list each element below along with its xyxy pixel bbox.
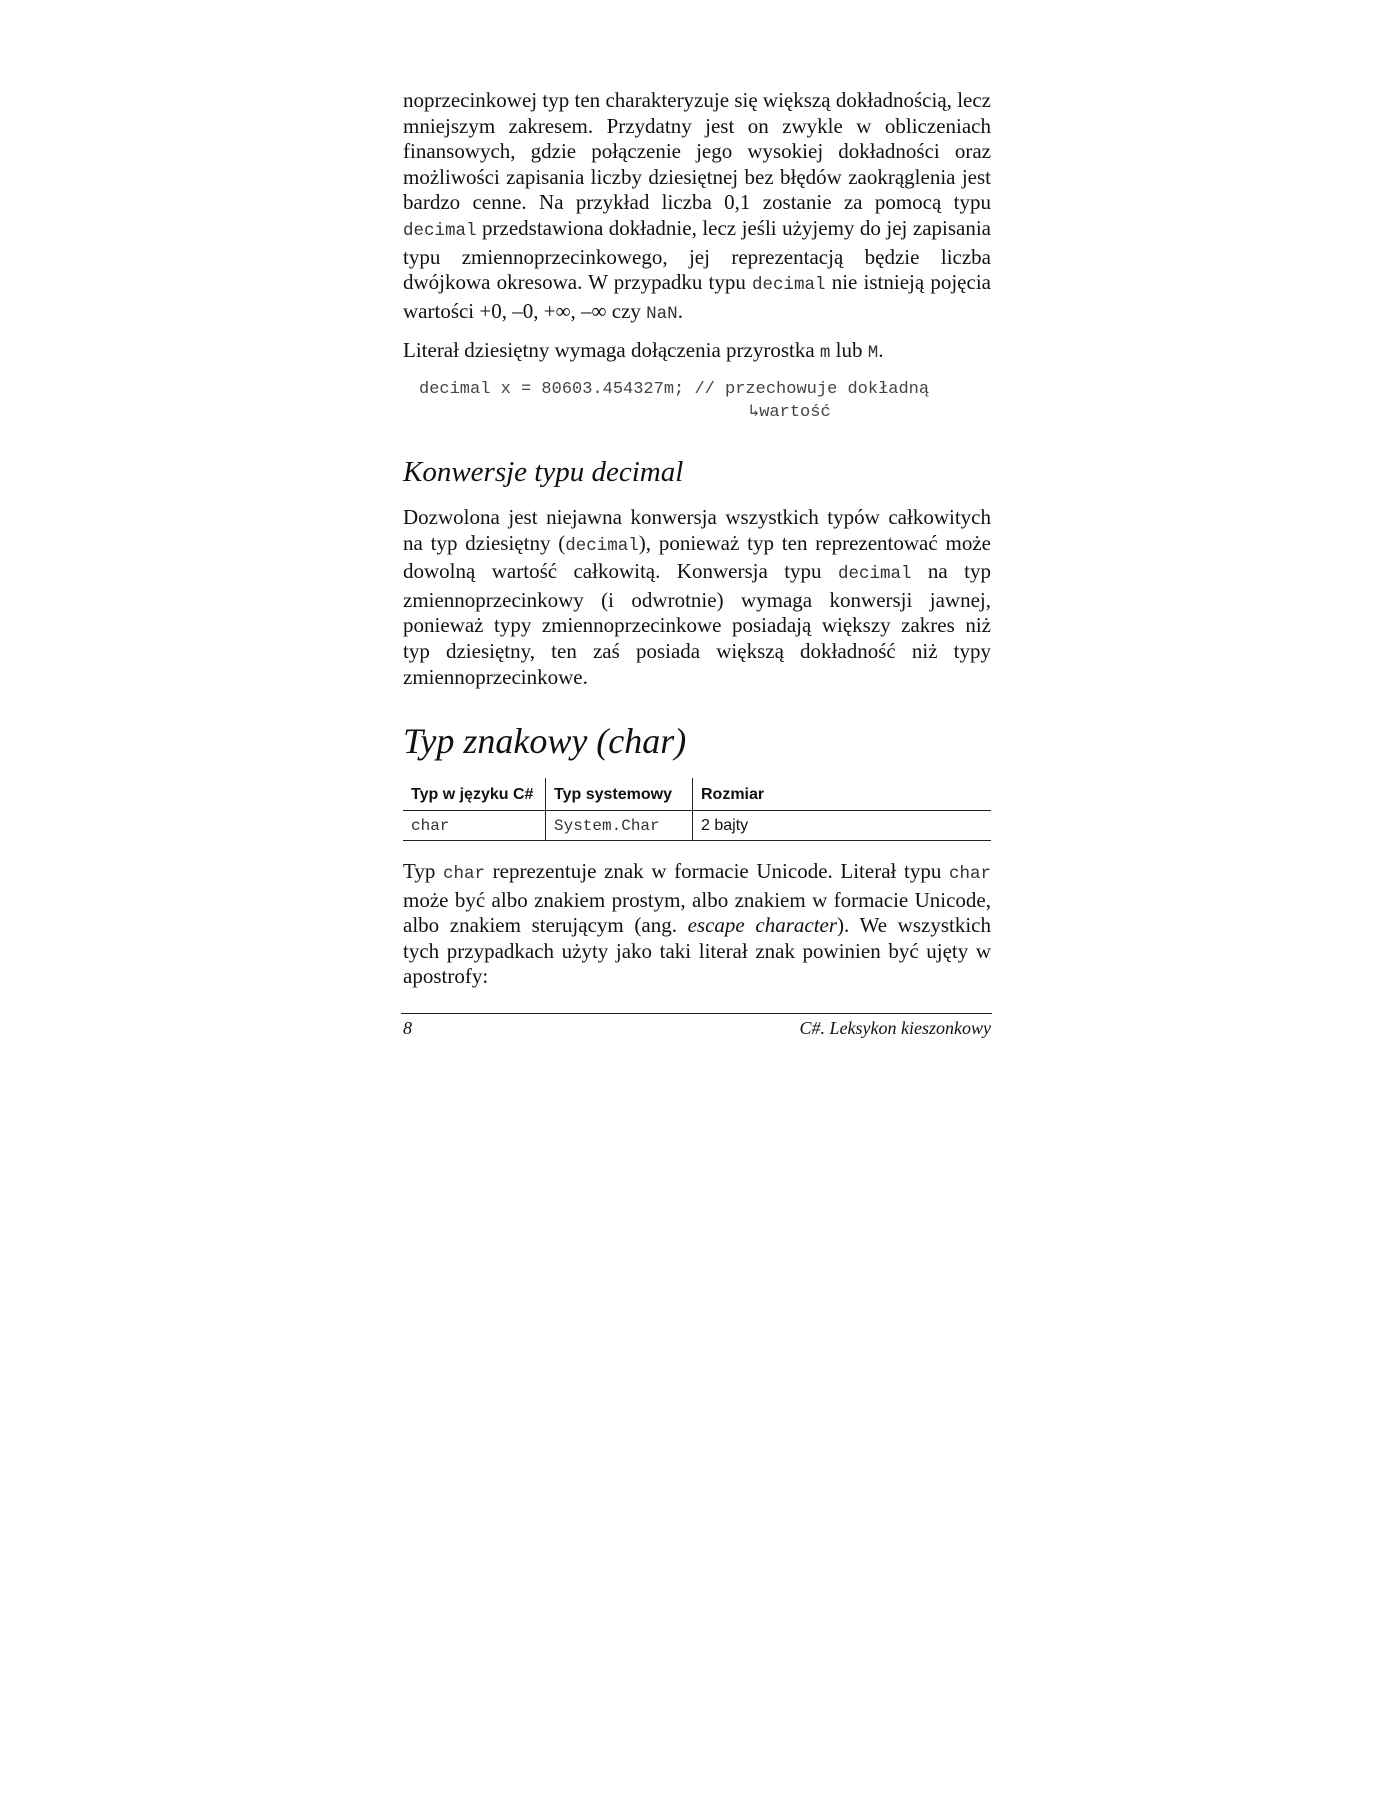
column-header: Typ systemowy <box>546 778 693 811</box>
text: ). We wszystkich tych przypadkach użyty jako taki literał znak powinien być ujęty w apostrofy: <box>403 913 991 989</box>
paragraph-decimal-intro <box>403 88 991 327</box>
paragraph-decimal-conversions <box>403 505 991 690</box>
inline-code: decimal <box>403 220 477 241</box>
inline-code: char <box>443 864 486 885</box>
text: Typ <box>403 859 443 884</box>
text: na typ zmiennoprzecinkowy (i odwrotnie) wymaga konwersji jawnej, ponieważ typy zmiennoprzecinkowe posiadają większy zakres niż typ dziesiętny, ten zaś posiada większą dokładność niż typy zmiennoprzecinkowe. <box>403 559 991 689</box>
column-header: Rozmiar <box>693 778 992 811</box>
book-title: C#. Leksykon kieszonkowy <box>799 1018 991 1038</box>
text: ), ponieważ typ ten reprezentować może dowolną wartość całkowitą. Konwersja typu <box>403 530 991 584</box>
code-line-continuation: ↳wartość <box>749 402 831 422</box>
text: nie istnieją pojęcia wartości +0, –0, +∞, –∞ czy <box>403 270 991 323</box>
text: Dozwolona jest niejawna konwersja wszystkich typów całkowitych na typ dziesiętny ( <box>403 504 991 555</box>
text: Literał dziesiętny wymaga dołączenia przyrostka <box>403 338 820 363</box>
column-header: Typ w języku C# <box>403 778 546 811</box>
italic-term: escape character <box>687 913 838 938</box>
inline-code: decimal <box>752 275 826 296</box>
inline-code: m <box>819 343 831 364</box>
page-content <box>403 88 991 990</box>
inline-code: decimal <box>565 535 639 556</box>
page-number: 8 <box>403 1018 412 1038</box>
table-row <box>403 811 991 841</box>
text: . <box>878 338 884 363</box>
table-cell: char <box>403 811 546 841</box>
code-example <box>419 378 991 424</box>
footer-rule <box>401 1013 992 1014</box>
section-heading-char-type: Typ znakowy (char) <box>403 721 687 762</box>
text: może być albo znakiem prostym, albo znakiem w formacie Unicode, albo znakiem sterującym (ang. <box>403 887 991 938</box>
section-heading-decimal-conversions: Konwersje typu decimal <box>403 455 684 488</box>
paragraph-char-type <box>403 859 991 990</box>
text: reprezentuje znak w formacie Unicode. Literał typu <box>485 859 949 884</box>
table-header-row <box>403 778 991 811</box>
text: lub <box>830 338 868 363</box>
inline-code: decimal <box>837 564 912 585</box>
table-cell: System.Char <box>546 811 693 841</box>
code-line: decimal x = 80603.454327m; // przechowuje dokładną <box>419 379 930 399</box>
paragraph-literal-suffix <box>403 338 991 367</box>
table-cell: 2 bajty <box>693 811 992 841</box>
type-table <box>403 778 991 841</box>
text: noprzecinkowej typ ten charakteryzuje się większą dokładnością, lecz mniejszym zakresem. Przydatny jest on zwykle w obliczeniach finansowych, gdzie połączenie jego wysokiej dokładności oraz możliwości zapisania liczby dziesiętnej bez błędów zaokrąglenia jest bardzo cenne. Na przykład liczba 0,1 zostanie za pomocą typu <box>403 88 991 215</box>
inline-code: NaN <box>646 303 678 324</box>
text: przedstawiona dokładnie, lecz jeśli użyjemy do jej zapisania typu zmiennoprzecinkowego, jej reprezentacją będzie liczba dwójkowa okresowa. W przypadku typu <box>403 215 991 295</box>
inline-code: M <box>867 343 879 364</box>
inline-code: char <box>948 864 991 885</box>
text: . <box>677 298 683 323</box>
